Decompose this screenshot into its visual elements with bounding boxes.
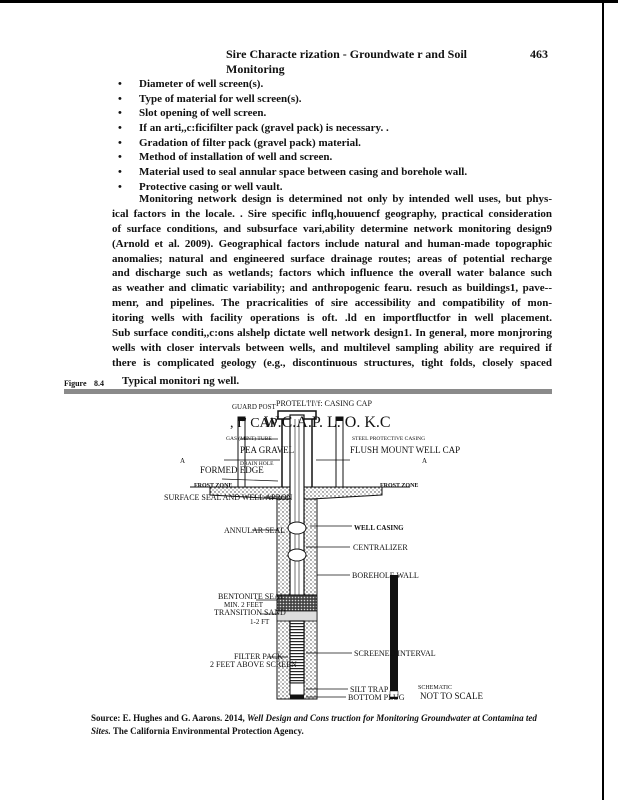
source-suffix: The California Environmental Protection Agency. [112,726,304,736]
figure-title: Typical monitori ng well. [122,375,240,387]
label-gas-vent-tube: GAS (MINT) TUBE [226,436,272,442]
silt-trap [290,683,304,695]
source-prefix: Source: E. Hughes and G. Aarons. 2014, [91,713,245,723]
centralizer-top [288,522,306,534]
label-screened-interval: SCREENED INTERVAL [354,649,436,658]
label-cap-garbled: , I'' CAP [230,416,278,431]
centralizer-bottom [288,549,306,561]
label-bottom-plug: BOTTOM PLUG [348,693,405,702]
figure-source [91,712,551,738]
paragraph-line: wells with closer intervals between wells, and multilevel sampling ability are required if [112,341,552,354]
paragraph-line: of surface conditions, and subsurface vari,ability determine network monitoring design9 [112,222,552,235]
label-filter-pack: FILTER PACK [234,652,283,661]
figure-label: Figure [64,379,87,388]
label-min-feet: MIN. 2 FEET [224,601,264,609]
source-title: Well Design and Cons truction for Monitoring Groundwater at Contamina ted Sites. [91,713,537,736]
label-borehole-wall: BOREHOLE WALL [352,571,419,580]
label-silt-trap: SILT TRAP [350,685,389,694]
bullet-icon: • [118,92,122,105]
label-surface-apron: SURFACE SEAL AND WELL APRON [164,493,293,502]
bullet-item: • Slot opening of well screen. [118,107,267,120]
paragraph-line: Monitoring network design is determined not only by intended well uses, but phys- [139,193,552,205]
bullet-icon: • [118,166,122,179]
bullet-icon: • [118,136,122,149]
figure-number: 8.4 [94,379,104,388]
figure-rule [64,389,552,394]
label-transition-sand: TRANSITION SAND [214,608,286,617]
monitoring-well-diagram [150,395,570,710]
label-frost-zone-left: FROST ZONE [194,483,233,489]
bullet-item: • Type of material for well screen(s). [118,92,302,105]
label-centralizer: CENTRALIZER [353,543,408,552]
label-locking-cap: W.C.A.P. L. O. K.C [264,414,391,431]
label-schematic: SCHEMATIC [418,685,453,691]
paragraph-line: anomalies; natural and engineered surface drainage routes; areas of potential recharge [112,252,552,265]
label-not-to-scale: NOT TO SCALE [420,691,484,701]
label-annular-seal: ANNULAR SEAL [224,526,286,535]
bullet-item: • Protective casing or well vault. [118,180,283,193]
label-flush-mount: FLUSH MOUNT WELL CAP [350,445,461,455]
bullet-item: • Material used to seal annular space between casing and borehole wall. [118,166,468,179]
label-filter-feet: 2 FEET ABOVE SCREEN [210,660,297,669]
body-paragraph [112,192,552,371]
top-rule [0,0,618,3]
label-guard-post: GUARD POST [232,403,276,411]
bullet-item: • Diameter of well screen(s). [118,78,264,90]
paragraph-line: (Arnold et al. 2009). Geographical factors include natural and human-made topographic [112,237,552,250]
label-steel-casing: STEEL PROTECTIVE CASING [352,436,426,442]
paragraph-line: ical factors in the locale. . Sire specific inflq,houuencf geography, practical consideration [112,207,552,220]
paragraph-line: and discharge such as wetlands; factors which influence the overall water balance such [112,267,552,280]
paragraph-line: as weather and climatic variability; and anthropogenic fearu. resuch as buildings1, pave-- [112,282,552,295]
bullet-item: • Gradation of filter pack (gravel pack) material. [118,136,361,149]
well-screen [290,621,304,683]
bullet-item: • If an arti,,c:ficifilter pack (gravel pack) is necessary. . [118,122,389,135]
bullet-item: • Method of installation of well and screen. [118,151,333,164]
label-bentonite-seal: BENTONITE SEAL [218,592,285,601]
borehole-wall-bar [390,575,398,699]
label-mark-a-left: A [180,457,186,465]
label-transition-ft: 1-2 FT [250,618,270,626]
paragraph-line: Sub surface conditi,,c:ons alshelp dictate well network design1. In general, more monjroring [112,327,552,340]
paragraph-line: there is complicated geology (e.g., discontinuous structures, tight folds, closely spaced [112,356,552,369]
label-protective-cap: PROTEL'l'I\'f: CASING CAP [276,399,372,408]
running-head-title: Sire Characte rization - Groundwate r and Soil Monitoring [226,47,467,76]
page-number: 463 [530,47,548,61]
paragraph-line: itoring wells with facility operations is oft. .ld en importfluctfor in well placement. [112,312,552,325]
label-frost-zone-right: FROST ZONE [380,483,419,489]
bottom-plug [290,695,304,699]
bullet-icon: • [118,151,122,164]
label-drain-hole: DRAIN HOLE [240,461,274,467]
right-edge-rule [602,0,604,800]
label-well-casing: WELL CASING [354,524,404,532]
figure-caption [64,374,544,390]
bullet-icon: • [118,122,122,135]
bullet-icon: • [118,78,122,90]
label-mark-a-right: A [422,457,428,465]
design-bullet-list [112,77,512,195]
label-pea-gravel: PEA GRAVEL [240,445,295,455]
bullet-icon: • [118,107,122,120]
paragraph-line: menr, and pipelines. The pracricalities of sire accessibility and compatibility of mon- [112,297,552,310]
running-header [226,47,548,76]
bullet-icon: • [118,180,122,193]
label-frame-edge: FORMED EDGE [200,465,264,475]
